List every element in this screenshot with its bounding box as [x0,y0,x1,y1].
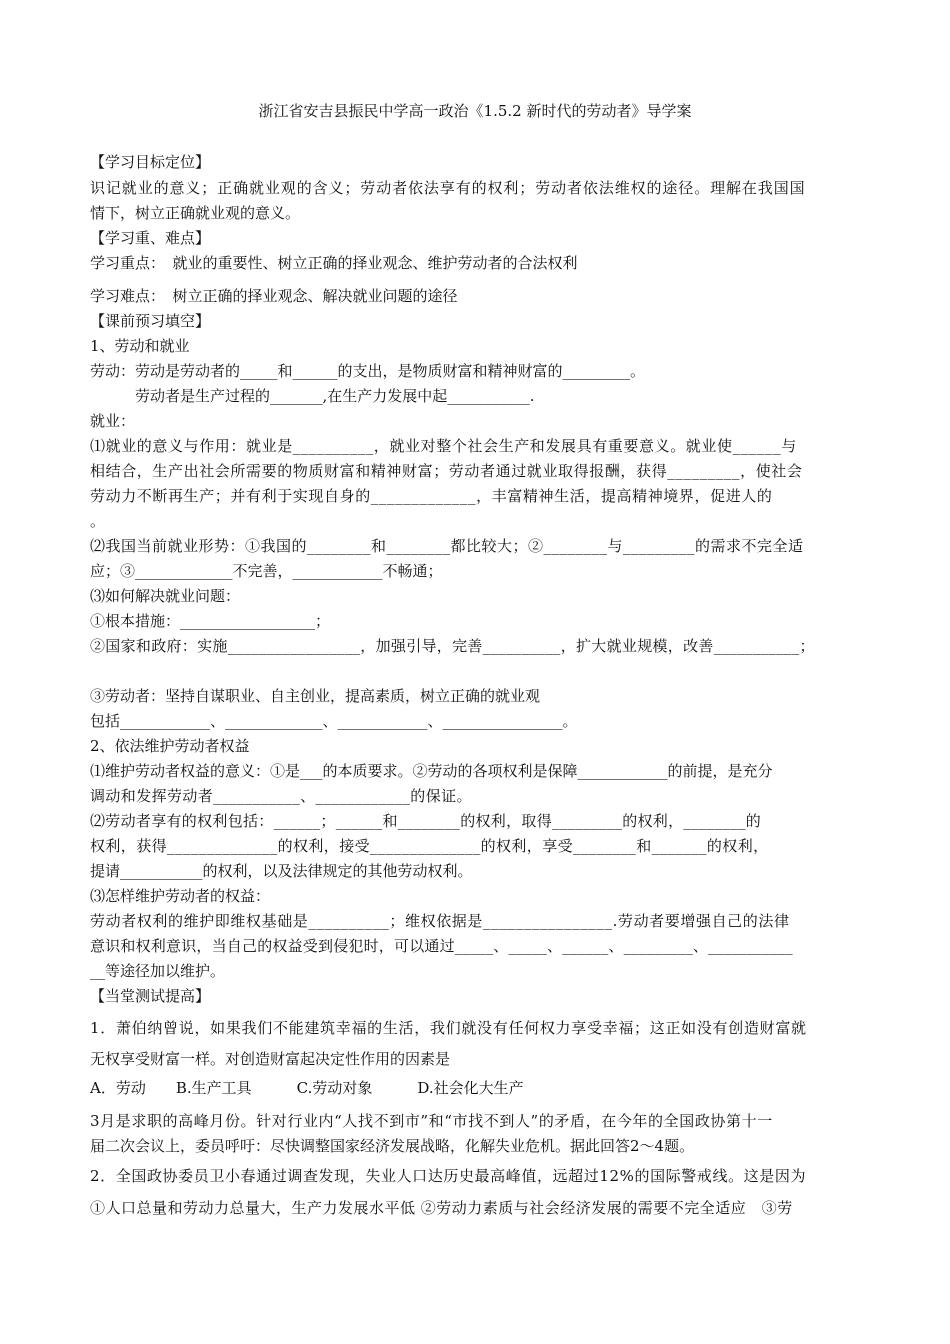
text-line: 提请___________的权利，以及法律规定的其他劳动权利。 [90,862,473,880]
text-line: 劳动力不断再生产；并有利于实现自身的_____________，丰富精神生活，提高精神境界，促进人的 [90,487,773,505]
text-line: 【学习重、难点】 [90,229,211,247]
text-line: ⑶如何解决就业问题： [90,587,241,605]
text-line: 识记就业的意义；正确就业观的含义；劳动者依法享有的权利；劳动者依法维权的途径。理解在我国国 [90,179,806,197]
text-line: 相结合，生产出社会所需要的物质财富和精神财富；劳动者通过就业取得报酬，获得_________，使社会 [90,462,803,480]
text-line: ⑵劳动者享有的权利包括：______；______和________的权利，取得_________的权利，________的 [90,812,762,830]
text-line: 无权享受财富一样。对创造财富起决定性作用的因素是 [90,1050,451,1068]
text-line: 劳动：劳动是劳动者的_____和______的支出，是物质财富和精神财富的_________。 [90,362,646,380]
text-line: 就业： [90,412,136,430]
text-line: 【当堂测试提高】 [90,987,211,1005]
text-line: 【学习目标定位】 [90,153,211,171]
text-line: 1．萧伯纳曾说，如果我们不能建筑幸福的生活，我们就没有任何权力享受幸福；这正如没有创造财富就 [90,1019,807,1037]
text-line: ②国家和政府：实施_________________，加强引导，完善__________，扩大就业规模，改善___________； [90,637,815,655]
text-line: A．劳动 B.生产工具 C.劳动对象 D.社会化大生产 [90,1079,524,1097]
page-title: 浙江省安吉县振民中学高一政治《1.5.2 新时代的劳动者》导学案 [258,102,692,120]
text-line: 学习重点： 就业的重要性、树立正确的择业观念、维护劳动者的合法权利 [90,254,578,272]
text-line: 。 [90,512,106,530]
text-line: ⑶怎样维护劳动者的权益： [90,887,271,905]
text-line: 应；③_____________不完善，____________不畅通； [90,562,443,580]
text-line: 2、依法维护劳动者权益 [90,737,250,755]
text-line: 劳动者是生产过程的_______,在生产力发展中起___________. [90,387,535,405]
text-line: ①根本措施：__________________； [90,612,331,630]
text-line: 1、劳动和就业 [90,337,190,355]
text-line: 届二次会议上，委员呼吁：尽快调整国家经济发展战略，化解失业危机。据此回答2～4题。 [90,1137,695,1155]
text-line: 情下，树立正确就业观的意义。 [90,204,301,222]
text-line: 调动和发挥劳动者___________、____________的保证。 [90,787,472,805]
text-line: 意识和权利意识，当自己的权益受到侵犯时，可以通过_____、_____、______、_________、___________ [90,937,793,955]
text-line: 学习难点： 树立正确的择业观念、解决就业问题的途径 [90,287,458,305]
text-line: ①人口总量和劳动力总量大，生产力发展水平低 ②劳动力素质与社会经济发展的需要不完全适应 ③劳 [90,1199,793,1217]
text-line: ⑴维护劳动者权益的意义：①是___的本质要求。②劳动的各项权利是保障____________的前提，是充分 [90,762,773,780]
text-line: __等途径加以维护。 [90,962,226,980]
text-line: 3月是求职的高峰月份。针对行业内“人找不到市”和“市找不到人”的矛盾，在今年的全国政协第十一 [90,1112,773,1130]
text-line: ⑴就业的意义与作用：就业是__________，就业对整个社会生产和发展具有重要意义。就业使______与 [90,437,797,455]
text-line: 【课前预习填空】 [90,312,211,330]
text-line: ③劳动者：坚持自谋职业、自主创业，提高素质，树立正确的就业观 [90,687,541,705]
text-line: 劳动者权利的维护即维权基础是__________；维权依据是________________.劳动者要增强自己的法律 [90,912,790,930]
text-line: 2．全国政协委员卫小春通过调查发现，失业人口达历史最高峰值，远超过12%的国际警戒线。这是因为 [90,1167,807,1185]
text-line: 权利，获得______________的权利，接受______________的权利，享受________和_______的权利， [90,837,769,855]
text-line: ⑵我国当前就业形势：①我国的________和________都比较大；②________与_________的需求不完全适 [90,537,804,555]
text-line: 包括____________、_____________、____________、________________。 [90,712,578,730]
